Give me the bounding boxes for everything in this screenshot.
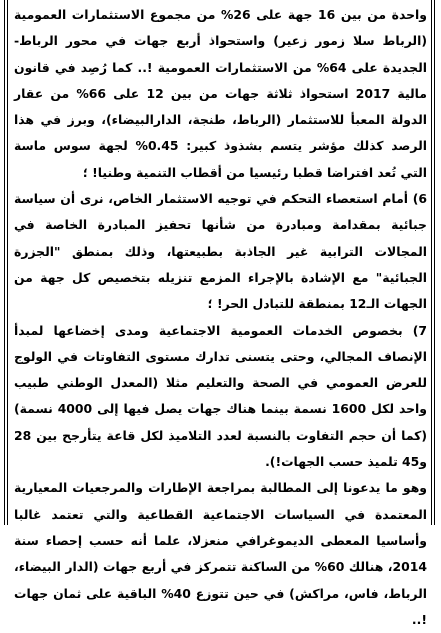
paragraph-social-policies: وهو ما يدعونا إلى المطالبة بمراجعة الإطارات والمرجعيات المعيارية المعتمدة في السياسات الاجتماعية القطاعية والتي تعتمد غالبا وأساسيا المعطى الديموغرافي منعزلا، علما أنه حسب إحصاء سنة 2014، هنالك 60% من الساكنة تتمركز في أربع جهات (الدار البيضاء، الرباط، فاس، مراكش) في حين تتوزع 40% الباقية على ثمان جهات !..	[14, 480, 427, 627]
paragraph-public-services: 7) بخصوص الخدمات العمومية الاجتماعية ومدى إخضاعها لمبدأ الإنصاف المجالي، وحتى يتسنى تدارك مستوى التفاوتات في الولوج للعرض العمومي في الصحة والتعليم مثلا (المعدل الوطني طبيب واحد لكل 1600 نسمة بينما هناك جهات يصل فيها إلى 4000 نسمة) (كما أن حجم التفاوت بالنسبة لعدد التلاميذ لكل قاعة يتأرجح بين 28 و45 تلميذ حسب الجهات!).	[14, 322, 427, 470]
paragraph-fiscal-policy: 6) أمام استعصاء التحكم في توجيه الاستثمار الخاص، نرى أن سياسة جبائية بمقدامة ومبادرة من شأنها تحفيز المبادرة الخاصة في المجالات الترابية غير الجاذبة بطبيعتها، وذلك بمنطق "الجزرة الجبائية" مع الإشادة بالإجراء المزمع تنزيله بتخصيص كل جهة من الجهات الـ12 بمنطقة للتبادل الحر! ؛	[14, 191, 427, 312]
document-body	[14, 2, 427, 627]
paragraph-investment-concentration: واحدة من بين 16 جهة على 26% من مجموع الاستثمارات العمومية (الرباط سلا زمور زعير) واستحواذ أربع جهات في محور الرباط- الجديدة على 64% من الاستثمارات العمومية !.. كما رُصِد في قانون مالية 2017 استحواذ ثلاثة جهات من بين 12 على 66% من عقار الدولة المعبأ للاستثمار (الرباط، طنجة، الدارالبيضاء)، وبرز في هذا الرصد كذلك مؤشر يتسم بشذوذ كبير: 0.45% لجهة سوس ماسة التي تُعد افتراضا قطبا رئيسيا من أقطاب التنمية وطنيا! ؛	[14, 7, 427, 180]
